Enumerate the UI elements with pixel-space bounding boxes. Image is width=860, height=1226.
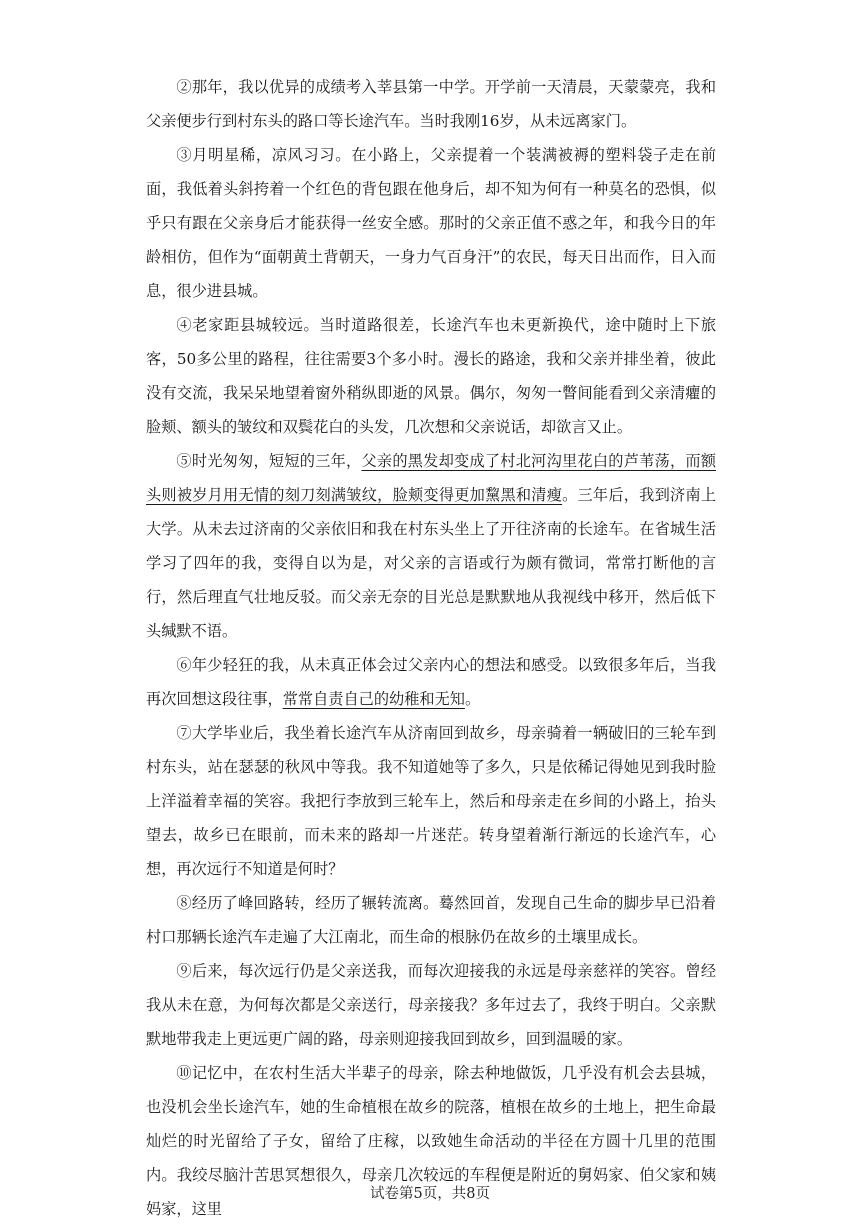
paragraph-7: ⑦大学毕业后，我坐着长途汽车从济南回到故乡，母亲骑着一辆破旧的三轮车到村东头，站在瑟瑟的秋风中等我。我不知道她等了多久，只是依稀记得她见到我时脸上洋溢着幸福的笑容。我把行李放到三轮车上，然后和母亲走在乡间的小路上，抬头望去，故乡已在眼前，而未来的路却一片迷茫。转身望着渐行渐远的长途汽车，心想，再次远行不知道是何时？: [146, 724, 716, 878]
paragraph-10: ⑩记忆中，在农村生活大半辈子的母亲，除去种地做饭，几乎没有机会去县城，也没机会坐长途汽车，她的生命植根在故乡的院落，植根在故乡的土地上，把生命最灿烂的时光留给了子女，留给了庄稼，以致她生命活动的半径在方圆十几里的范围内。我绞尽脑汁苦思冥想很久，母亲几次较远的车程便是附近的舅妈家、伯父家和姨妈家，这里: [146, 1064, 716, 1218]
page-footer: 试卷第5页，共8页: [370, 1186, 490, 1202]
paragraph-8: ⑧经历了峰回路转，经历了辗转流离。蓦然回首，发现自己生命的脚步早已沿着村口那辆长途汽车走遍了大江南北，而生命的根脉仍在故乡的土壤里成长。: [146, 894, 716, 946]
underlined-sentence-5: 父亲的黑发却变成了村北河沟里花白的芦苇荡，而额头则被岁月用无情的刻刀刻满皱纹，脸颊变得更加黧黑和清瘦: [146, 452, 717, 504]
paragraph-9: ⑨后来，每次远行仍是父亲送我，而每次迎接我的永远是母亲慈祥的笑容。曾经我从未在意，为何每次都是父亲送行，母亲接我？多年过去了，我终于明白。父亲默默地带我走上更远更广阔的路，母亲则迎接我回到故乡，回到温暖的家。: [146, 962, 716, 1048]
paragraph-5-text-end: 。三年后，我到济南上大学。从未去过济南的父亲依旧和我在村东头坐上了开往济南的长途车。在省城生活学习了四年的我，变得自以为是，对父亲的言语或行为颇有微词，常常打断他的言行，然后理直气壮地反驳。而父亲无奈的目光总是默默地从我视线中移开，然后低下头缄默不语。: [146, 486, 717, 640]
paragraph-5-text-start: ⑤时光匆匆，短短的三年，: [176, 452, 362, 470]
paragraph-5: [146, 444, 716, 648]
paragraph-2: ②那年，我以优异的成绩考入莘县第一中学。开学前一天清晨，天蒙蒙亮，我和父亲便步行到村东头的路口等长途汽车。当时我刚16岁，从未远离家门。: [146, 78, 716, 130]
paragraph-3: ③月明星稀，凉风习习。在小路上，父亲提着一个装满被褥的塑料袋子走在前面，我低着头斜挎着一个红色的背包跟在他身后，却不知为何有一种莫名的恐惧，似乎只有跟在父亲身后才能获得一丝安全感。那时的父亲正值不惑之年，和我今日的年龄相仿，但作为“面朝黄土背朝天，一身力气百身汗”的农民，每天日出而作，日入而息，很少进县城。: [146, 146, 716, 300]
underlined-sentence-6: 常常自责自己的幼稚和无知: [282, 690, 465, 708]
document-body: [146, 70, 716, 1226]
paragraph-6: [146, 648, 716, 716]
paragraph-4: ④老家距县城较远。当时道路很差，长途汽车也未更新换代，途中随时上下旅客，50多公里的路程，往往需要3个多小时。漫长的路途，我和父亲并排坐着，彼此没有交流，我呆呆地望着窗外稍纵即逝的风景。偶尔，匆匆一瞥间能看到父亲清癯的脸颊、额头的皱纹和双鬓花白的头发，几次想和父亲说话，却欲言又止。: [146, 316, 716, 436]
paragraph-6-text-start: ⑥年少轻狂的我，从未真正体会过父亲内心的想法和感受。以致很多年后，当我再次回想这段往事，: [146, 656, 716, 708]
paragraph-6-text-end: 。: [464, 690, 481, 708]
